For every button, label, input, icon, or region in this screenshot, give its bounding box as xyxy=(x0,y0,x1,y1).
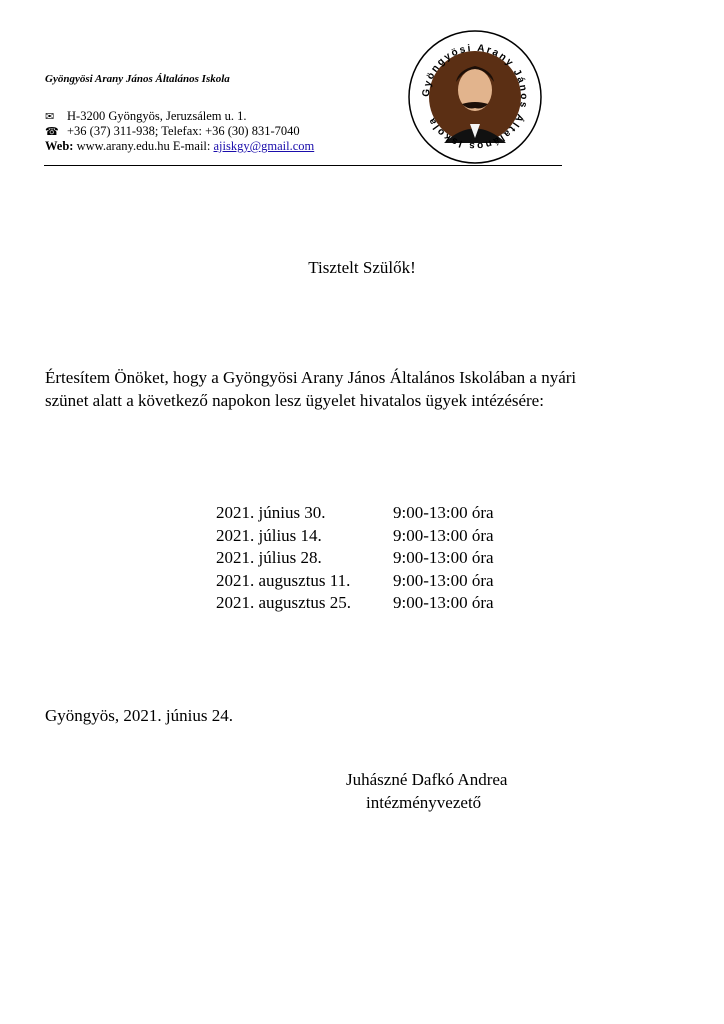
schedule-date: 2021. július 28. xyxy=(216,548,322,567)
notice-paragraph xyxy=(45,366,685,412)
signer-title: intézményvezető xyxy=(366,793,482,812)
schedule-date: 2021. augusztus 11. xyxy=(216,570,351,590)
schedule-time: 9:00-13:00 óra xyxy=(393,548,494,567)
schedule-date: 2021. július 14. xyxy=(216,525,322,545)
web-label: Web: xyxy=(45,139,74,153)
phone-line xyxy=(45,124,300,139)
schedule-time: 9:00-13:00 óra xyxy=(393,593,494,612)
school-name: Gyöngyösi Arany János Általános Iskola xyxy=(45,73,230,85)
phone-text: +36 (37) 311-938; Telefax: +36 (30) 831-7040 xyxy=(67,124,300,138)
schedule-row xyxy=(216,525,494,548)
schedule-row xyxy=(216,547,494,570)
school-logo xyxy=(404,26,546,168)
envelope-icon: ✉ xyxy=(45,111,55,123)
email-link[interactable]: ajiskgy@gmail.com xyxy=(213,139,315,153)
signer-name: Juhászné Dafkó Andrea xyxy=(346,770,508,789)
phone-icon: ☎ xyxy=(45,126,59,138)
email-label: E-mail: xyxy=(172,139,211,153)
schedule-row xyxy=(216,502,494,525)
schedule-row xyxy=(216,592,494,615)
schedule-time: 9:00-13:00 óra xyxy=(393,525,494,545)
web-value[interactable]: www.arany.edu.hu xyxy=(76,139,170,153)
schedule-date: 2021. augusztus 25. xyxy=(216,593,352,612)
schedule-date: 2021. június 30. xyxy=(216,503,326,522)
salutation: Tisztelt Szülők! xyxy=(308,258,416,277)
web-email-line xyxy=(45,139,314,154)
address-line xyxy=(45,109,247,124)
schedule-time: 9:00-13:00 óra xyxy=(393,570,494,590)
schedule-time: 9:00-13:00 óra xyxy=(393,503,494,522)
schedule-row xyxy=(216,570,494,593)
schedule-list xyxy=(216,502,494,615)
notice-line: szünet alatt a következő napokon lesz ügyelet hivatalos ügyek intézésére: xyxy=(45,391,544,410)
notice-line: Értesítem Önöket, hogy a Gyöngyösi Arany János Általános Iskolában a nyári xyxy=(45,368,577,387)
logo-ring-text: Gyöngyösi Arany János Általános Iskola xyxy=(420,42,530,152)
place-and-date: Gyöngyös, 2021. június 24. xyxy=(45,706,233,725)
address-text: H-3200 Gyöngyös, Jeruzsálem u. 1. xyxy=(67,109,247,123)
